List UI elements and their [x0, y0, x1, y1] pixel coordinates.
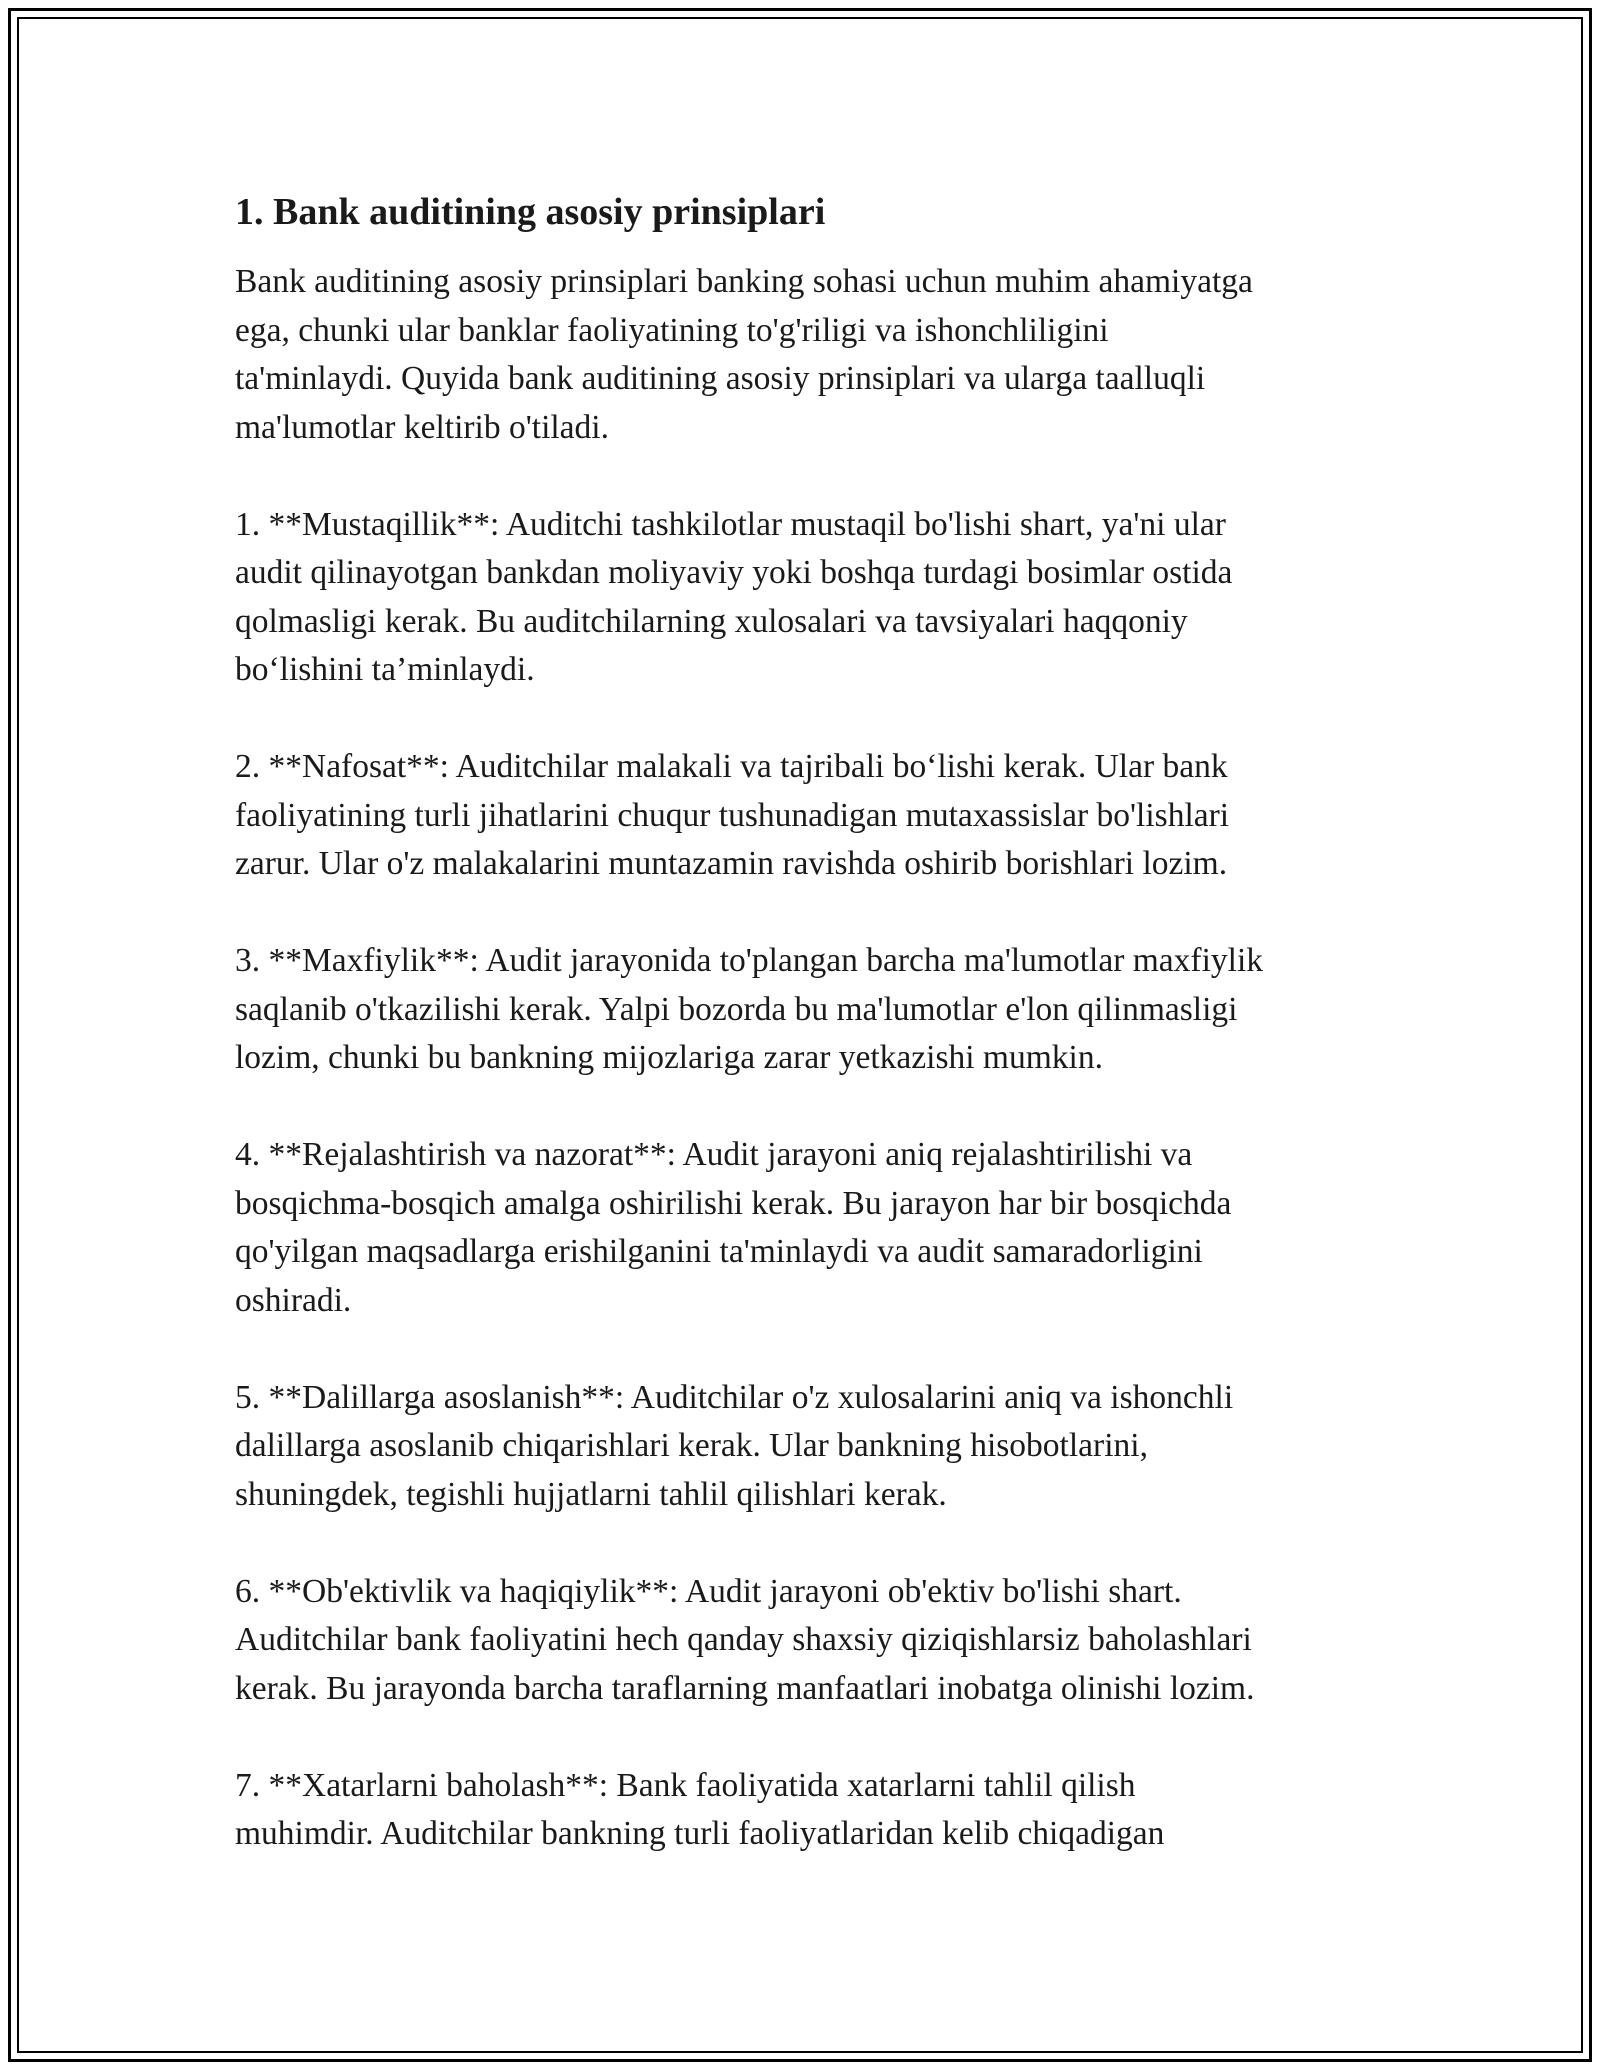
paragraph-line: dalillarga asoslanib chiqarishlari kerak. Ular bankning hisobotlarini,	[235, 1427, 1148, 1464]
paragraph-line: faoliyatining turli jihatlarini chuqur tushunadigan mutaxassislar bo'lishlari	[235, 796, 1230, 834]
paragraph-line: 2. **Nafosat**: Auditchilar malakali va tajribali bo‘lishi kerak. Ular bank	[235, 748, 1228, 785]
principle-maxfiylik	[235, 937, 1375, 1083]
paragraph-line: Auditchilar bank faoliyatini hech qanday shaxsiy qiziqishlarsiz baholashlari	[235, 1621, 1252, 1658]
paragraph-line: kerak. Bu jarayonda barcha taraflarning manfaatlari inobatga olinishi lozim.	[235, 1669, 1255, 1707]
paragraph-line: saqlanib o'tkazilishi kerak. Yalpi bozorda bu ma'lumotlar e'lon qilinmasligi	[235, 990, 1238, 1028]
paragraph-line: 1. **Mustaqillik**: Auditchi tashkilotlar mustaqil bo'lishi shart, ya'ni ular	[235, 505, 1226, 543]
paragraph-line: bo‘lishini ta’minlaydi.	[235, 651, 535, 688]
paragraph-line: 5. **Dalillarga asoslanish**: Auditchilar o'z xulosalarini aniq va ishonchli	[235, 1378, 1234, 1416]
paragraph-line: Bank auditining asosiy prinsiplari banking sohasi uchun muhim ahamiyatga	[235, 263, 1253, 300]
paragraph-line: lozim, chunki bu bankning mijozlariga zarar yetkazishi mumkin.	[235, 1039, 1103, 1076]
principle-obektivlik	[235, 1568, 1375, 1714]
paragraph-line: muhimdir. Auditchilar bankning turli faoliyatlaridan kelib chiqadigan	[235, 1815, 1165, 1852]
paragraph-line: qo'yilgan maqsadlarga erishilganini ta'minlaydi va audit samaradorligini	[235, 1233, 1203, 1270]
document-title: 1. Bank auditining asosiy prinsiplari	[235, 191, 826, 233]
paragraph-line: shuningdek, tegishli hujjatlarni tahlil qilishlari kerak.	[235, 1475, 947, 1513]
paragraph-line: ta'minlaydi. Quyida bank auditining asosiy prinsiplari va ularga taalluqli	[235, 360, 1206, 397]
document-body	[235, 186, 1375, 1907]
principle-dalillar	[235, 1374, 1375, 1520]
principle-rejalashtirish	[235, 1131, 1375, 1325]
paragraph-line: 7. **Xatarlarni baholash**: Bank faoliyatida xatarlarni tahlil qilish	[235, 1766, 1136, 1804]
paragraph-line: ega, chunki ular banklar faoliyatining to'g'riligi va ishonchliligini	[235, 311, 1109, 349]
paragraph-line: bosqichma-bosqich amalga oshirilishi kerak. Bu jarayon har bir bosqichda	[235, 1184, 1232, 1222]
paragraph-line: ma'lumotlar keltirib o'tiladi.	[235, 408, 609, 446]
paragraph-line: qolmasligi kerak. Bu auditchilarning xulosalari va tavsiyalari haqqoniy	[235, 602, 1188, 640]
intro-paragraph	[235, 258, 1375, 452]
principle-nafosat	[235, 743, 1375, 889]
paragraph-line: oshiradi.	[235, 1281, 352, 1319]
paragraph-line: audit qilinayotgan bankdan moliyaviy yoki boshqa turdagi bosimlar ostida	[235, 554, 1233, 591]
paragraph-line: 6. **Ob'ektivlik va haqiqiylik**: Audit jarayoni ob'ektiv bo'lishi shart.	[235, 1572, 1182, 1610]
principle-xatarlar	[235, 1762, 1375, 1859]
paragraph-line: 4. **Rejalashtirish va nazorat**: Audit jarayoni aniq rejalashtirilishi va	[235, 1136, 1193, 1173]
principle-mustaqillik	[235, 501, 1375, 695]
paragraph-line: 3. **Maxfiylik**: Audit jarayonida to'plangan barcha ma'lumotlar maxfiylik	[235, 942, 1263, 979]
paragraph-line: zarur. Ular o'z malakalarini muntazamin ravishda oshirib borishlari lozim.	[235, 845, 1228, 882]
